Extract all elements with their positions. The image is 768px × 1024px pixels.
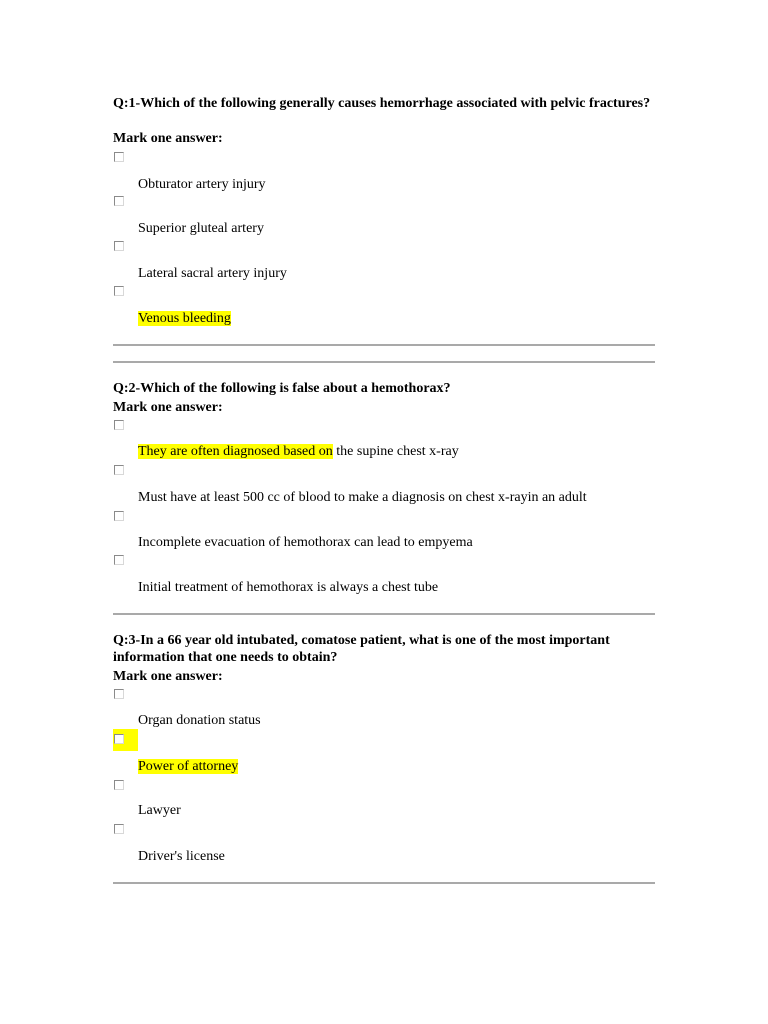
highlighted-answer: Venous bleeding <box>138 311 231 326</box>
question-3-option-2-label <box>138 758 238 775</box>
question-3-option-2-checkbox[interactable] <box>114 734 124 744</box>
question-2-option-4-label: Initial treatment of hemothorax is always a chest tube <box>138 580 439 595</box>
question-3-mark-label: Mark one answer: <box>113 669 223 684</box>
question-1-option-2-checkbox[interactable] <box>114 196 124 206</box>
question-3-option-1-label: Organ donation status <box>138 713 261 728</box>
option-text-rest: the supine chest x-ray <box>332 444 459 459</box>
question-1-option-3-checkbox[interactable] <box>114 241 124 251</box>
question-separator <box>113 361 655 363</box>
question-1-option-4-label <box>138 310 231 327</box>
question-3-option-3-checkbox[interactable] <box>114 780 124 790</box>
question-2-option-3-checkbox[interactable] <box>114 511 124 521</box>
question-1-option-4-checkbox[interactable] <box>114 286 124 296</box>
question-3-option-4-label: Driver's license <box>138 849 225 864</box>
question-2-option-4-checkbox[interactable] <box>114 555 124 565</box>
question-3-title: Q:3-In a 66 year old intubated, comatose patient, what is one of the most important information that one needs to obtain? <box>113 633 610 665</box>
question-1-option-1-checkbox[interactable] <box>114 152 124 162</box>
question-separator <box>113 882 655 884</box>
question-2-title: Q:2-Which of the following is false about a hemothorax? <box>113 381 451 396</box>
question-3-option-3-label: Lawyer <box>138 803 181 818</box>
question-2-option-2-label: Must have at least 500 cc of blood to make a diagnosis on chest x-rayin an adult <box>138 490 587 505</box>
question-2-option-3-label: Incomplete evacuation of hemothorax can lead to empyema <box>138 535 473 550</box>
question-2-option-2-checkbox[interactable] <box>114 465 124 475</box>
question-1-option-1-label: Obturator artery injury <box>138 177 266 192</box>
question-1-option-2-label: Superior gluteal artery <box>138 221 264 236</box>
question-2-option-1-checkbox[interactable] <box>114 420 124 430</box>
question-separator <box>113 344 655 346</box>
question-3-option-1-checkbox[interactable] <box>114 689 124 699</box>
question-1-mark-label: Mark one answer: <box>113 131 223 146</box>
question-3-option-4-checkbox[interactable] <box>114 824 124 834</box>
highlighted-answer: They are often diagnosed based on <box>138 444 333 459</box>
question-2-mark-label: Mark one answer: <box>113 400 223 415</box>
question-separator <box>113 613 655 615</box>
question-1-title: Q:1-Which of the following generally causes hemorrhage associated with pelvic fractures? <box>113 96 651 111</box>
question-1-option-3-label: Lateral sacral artery injury <box>138 266 287 281</box>
highlighted-answer: Power of attorney <box>138 759 239 774</box>
question-2-option-1-label <box>138 443 459 460</box>
